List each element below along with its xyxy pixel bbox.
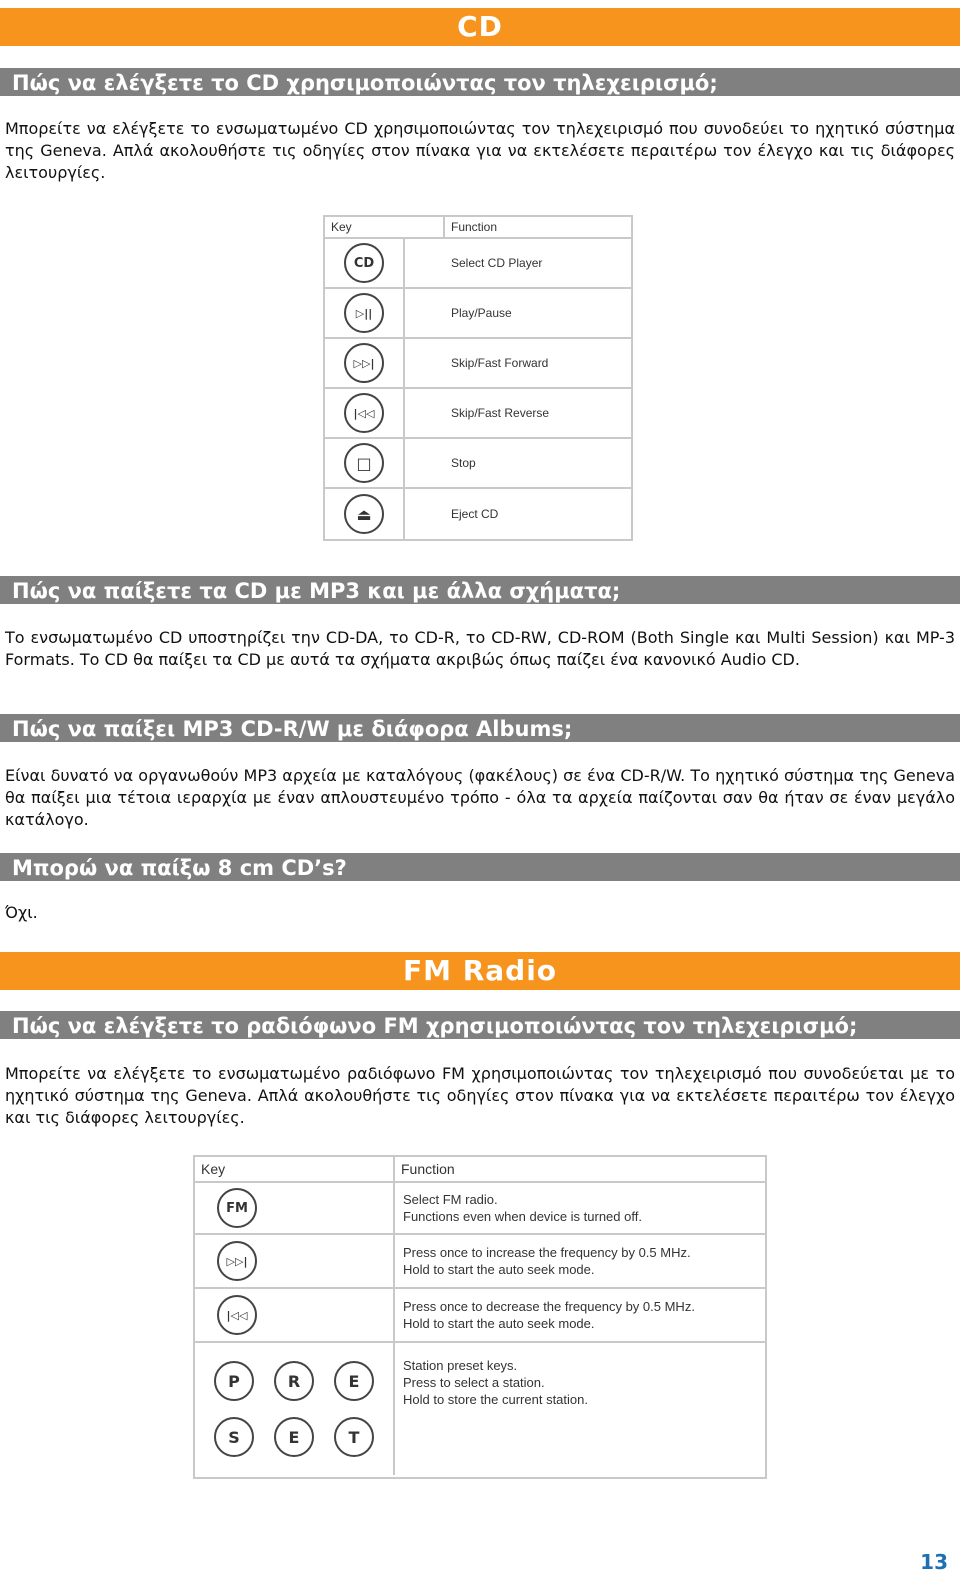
fm-table-header xyxy=(195,1157,765,1183)
stop-icon: □ xyxy=(344,443,384,483)
function-line: Functions even when device is turned off. xyxy=(403,1209,642,1224)
function-line: Hold to store the current station. xyxy=(403,1392,588,1407)
fm-button-icon: FM xyxy=(217,1188,257,1228)
function-text: Play/Pause xyxy=(451,305,512,320)
fm-banner: FM Radio xyxy=(0,952,960,990)
page-number: 13 xyxy=(920,1550,948,1574)
cd-heading-mp3: Πώς να παίξετε τα CD με MP3 και με άλλα σχήματα; xyxy=(0,576,960,604)
key-column-header: Key xyxy=(195,1157,395,1181)
table-row xyxy=(325,489,631,539)
cd-mp3-paragraph: Το ενσωματωμένο CD υποστηρίζει την CD-DA, το CD-R, το CD-RW, CD-ROM (Both Single και Multi Session) και MP-3 Formats. Το CD θα παίξει τα CD με αυτά τα σχήματα ακριβώς όπως παίζει ένα κανονικό Audio CD. xyxy=(5,628,955,669)
function-column-header: Function xyxy=(401,1161,455,1177)
table-row xyxy=(325,389,631,439)
function-line: Hold to start the auto seek mode. xyxy=(403,1316,595,1331)
table-row xyxy=(325,289,631,339)
function-line: Station preset keys. xyxy=(403,1358,518,1373)
function-line: Press once to increase the frequency by 0.5 MHz. xyxy=(403,1245,691,1260)
function-text: Eject CD xyxy=(451,506,499,521)
function-text: Select CD Player xyxy=(451,255,543,270)
skip-forward-icon: ▷▷| xyxy=(344,343,384,383)
cd-key-table xyxy=(323,215,633,541)
function-line: Press to select a station. xyxy=(403,1375,545,1390)
table-row xyxy=(325,339,631,389)
key-column-header: Key xyxy=(325,217,445,237)
table-row xyxy=(195,1343,765,1475)
function-text: Stop xyxy=(451,455,476,470)
preset-t-icon: T xyxy=(334,1417,374,1457)
function-text: Skip/Fast Reverse xyxy=(451,405,550,420)
fm-heading-remote: Πώς να ελέγξετε το ραδιόφωνο FM χρησιμοποιώντας τον τηλεχειρισμό; xyxy=(0,1011,960,1039)
table-row xyxy=(195,1289,765,1343)
skip-reverse-icon: |◁◁ xyxy=(217,1295,257,1335)
fm-key-table xyxy=(193,1155,767,1479)
cd-heading-albums: Πώς να παίξει MP3 CD-R/W με διάφορα Albums; xyxy=(0,714,960,742)
preset-p-icon: P xyxy=(214,1361,254,1401)
cd-table-header xyxy=(325,217,631,239)
function-column-header: Function xyxy=(451,220,498,234)
cd-button-icon: CD xyxy=(344,243,384,283)
table-row xyxy=(195,1235,765,1289)
preset-r-icon: R xyxy=(274,1361,314,1401)
function-line: Press once to decrease the frequency by 0.5 MHz. xyxy=(403,1299,695,1314)
function-line: Hold to start the auto seek mode. xyxy=(403,1262,595,1277)
play-pause-icon: ▷|| xyxy=(344,293,384,333)
table-row xyxy=(325,239,631,289)
fm-intro-paragraph: Μπορείτε να ελέγξετε το ενσωματωμένο ραδιόφωνο FM χρησιμοποιώντας τον τηλεχειρισμό που συνοδεύεται με το ηχητικό σύστημα της Geneva. Απλά ακολουθήστε τις οδηγίες στον πίνακα για να εκτελέσετε περαιτέρω τον έλεγχο και τις διάφορες λειτουργίες. xyxy=(5,1064,955,1127)
table-row xyxy=(325,439,631,489)
cd-heading-8cm: Μπορώ να παίξω 8 cm CD’s? xyxy=(0,853,960,881)
table-row xyxy=(195,1183,765,1235)
cd-heading-remote: Πώς να ελέγξετε το CD χρησιμοποιώντας τον τηλεχειρισμό; xyxy=(0,68,960,96)
cd-banner: CD xyxy=(0,8,960,46)
cd-albums-paragraph: Είναι δυνατό να οργανωθούν MP3 αρχεία με καταλόγους (φακέλους) σε ένα CD-R/W. Το ηχητικό σύστημα της Geneva θα παίξει μια τέτοια ιεραρχία με έναν απλουστευμένο τρόπο - όλα τα αρχεία παίζονται σαν θα ήταν σε έναν μεγάλο κατάλογο. xyxy=(5,766,955,829)
preset-s-icon: S xyxy=(214,1417,254,1457)
preset-e-icon: E xyxy=(334,1361,374,1401)
cd-8cm-answer: Όχι. xyxy=(5,903,38,922)
preset-e2-icon: E xyxy=(274,1417,314,1457)
skip-reverse-icon: |◁◁ xyxy=(344,393,384,433)
skip-forward-icon: ▷▷| xyxy=(217,1241,257,1281)
function-line: Select FM radio. xyxy=(403,1192,498,1207)
function-text: Skip/Fast Forward xyxy=(451,355,549,370)
cd-intro-paragraph: Μπορείτε να ελέγξετε το ενσωματωμένο CD χρησιμοποιώντας τον τηλεχειρισμό που συνοδεύει το ηχητικό σύστημα της Geneva. Απλά ακολουθήστε τις οδηγίες στον πίνακα για να εκτελέσετε περαιτέρω τον έλεγχο και τις διάφορες λειτουργίες. xyxy=(5,119,955,182)
eject-icon: ⏏ xyxy=(344,494,384,534)
